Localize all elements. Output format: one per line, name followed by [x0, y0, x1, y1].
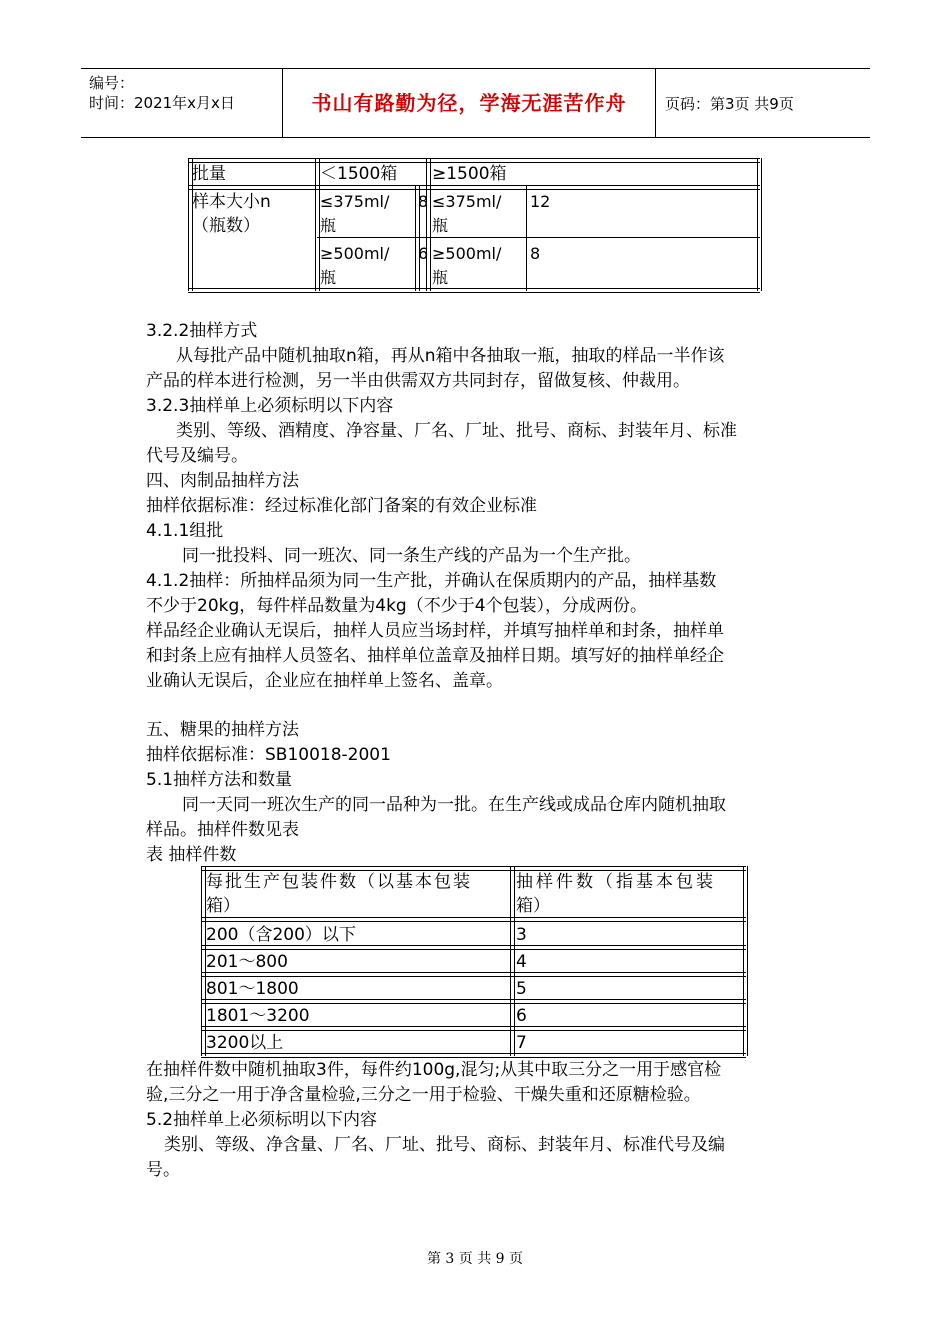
table-head-batch: 每批生产包装件数（以基本包装: [206, 872, 472, 892]
paragraph-line: 验,三分之一用于净含量检验,三分之一用于检验、干燥失重和还原糖检验。: [146, 1085, 701, 1105]
paragraph-line: 不少于20kg，每件样品数量为4kg（不少于4个包装），分成两份。: [146, 596, 648, 616]
paragraph-line: 产品的样本进行检测，另一半由供需双方共同封存，留做复核、仲裁用。: [146, 371, 690, 391]
paragraph-line: 号。: [146, 1160, 180, 1180]
cell-lt1500: ＜1500箱: [320, 164, 398, 184]
paragraph-line: 和封条上应有抽样人员签名、抽样单位盖章及抽样日期。填写好的抽样单经企: [146, 646, 724, 666]
table-head-count-unit: 箱）: [516, 896, 550, 916]
table-cell-range: 200（含200）以下: [206, 925, 356, 945]
paragraph-line: 代号及编号。: [146, 446, 248, 466]
table-cell-count: 3: [516, 925, 527, 945]
cell-ge1500: ≥1500箱: [432, 164, 507, 184]
table-cell-range: 1801～3200: [206, 1006, 310, 1026]
cell-r2c4: 8: [530, 244, 541, 263]
header-meta: [89, 73, 235, 113]
cell-r2c3b: 瓶: [432, 268, 449, 287]
cell-r2c1a: ≥500ml/: [320, 244, 390, 263]
section-heading: 4.1.1组批: [146, 521, 224, 541]
table-cell-count: 6: [516, 1006, 527, 1026]
paragraph-line: 类别、等级、净含量、厂名、厂址、批号、商标、封装年月、标准代号及编: [164, 1135, 725, 1155]
section-heading: 3.2.2抽样方式: [146, 321, 258, 341]
section-heading: 四、肉制品抽样方法: [146, 471, 299, 491]
table-head-count: 抽样件数（指基本包装: [516, 872, 716, 892]
table-cell-count: 7: [516, 1033, 527, 1053]
table-cell-count: 4: [516, 952, 527, 972]
page-footer: 第 3 页 共 9 页: [426, 1251, 524, 1267]
section-heading: 五、糖果的抽样方法: [146, 720, 299, 740]
paragraph-line: 从每批产品中随机抽取n箱，再从n箱中各抽取一瓶，抽取的样品一半作该: [176, 346, 725, 366]
cell-r2c3a: ≥500ml/: [432, 244, 502, 263]
header-motto: 书山有路勤为径，学海无涯苦作舟: [311, 91, 627, 115]
paragraph-line: 在抽样件数中随机抽取3件，每件约100g,混匀;从其中取三分之一用于感官检: [146, 1060, 722, 1080]
paragraph-line: 样品。抽样件数见表: [146, 820, 299, 840]
cell-r1c4: 12: [530, 192, 551, 211]
paragraph-line: 抽样依据标准：SB10018-2001: [146, 745, 391, 765]
cell-r1c1b: 瓶: [320, 216, 337, 235]
table-head-batch-unit: 箱）: [206, 896, 240, 916]
table-caption: 表 抽样件数: [146, 845, 237, 865]
table-cell-range: 3200以上: [206, 1033, 284, 1053]
paragraph-line: 同一天同一班次生产的同一品种为一批。在生产线或成品仓库内随机抽取: [182, 795, 726, 815]
paragraph-line: 4.1.2抽样：所抽样品须为同一生产批，并确认在保质期内的产品，抽样基数: [146, 571, 717, 591]
cell-r1c1a: ≤375ml/: [320, 192, 390, 211]
section-heading: 3.2.3抽样单上必须标明以下内容: [146, 396, 394, 416]
header-page-number: 页码：第3页 共9页: [665, 95, 794, 113]
cell-r1c3b: 瓶: [432, 216, 449, 235]
cell-r1c2: 8: [418, 192, 429, 211]
section-heading: 5.2抽样单上必须标明以下内容: [146, 1110, 378, 1130]
header-code: 编号：: [89, 74, 135, 92]
header-time: 时间：2021年x月x日: [89, 94, 235, 112]
cell-batch-label: 批量: [192, 164, 226, 184]
paragraph-line: 类别、等级、酒精度、净容量、厂名、厂址、批号、商标、封装年月、标准: [176, 421, 737, 441]
section-heading: 5.1抽样方法和数量: [146, 770, 293, 790]
table-cell-range: 801～1800: [206, 979, 299, 999]
paragraph-line: 业确认无误后，企业应在抽样单上签名、盖章。: [146, 671, 503, 691]
page-header: [81, 68, 870, 138]
cell-sample-size: 样本大小n: [192, 192, 271, 212]
cell-r2c2: 6: [418, 244, 429, 263]
cell-bottle-count: （瓶数）: [192, 216, 260, 236]
table-cell-count: 5: [516, 979, 527, 999]
cell-r2c1b: 瓶: [320, 268, 337, 287]
cell-r1c3a: ≤375ml/: [432, 192, 502, 211]
paragraph-line: 抽样依据标准：经过标准化部门备案的有效企业标准: [146, 496, 537, 516]
table-cell-range: 201～800: [206, 952, 288, 972]
paragraph-line: 样品经企业确认无误后，抽样人员应当场封样，并填写抽样单和封条，抽样单: [146, 621, 724, 641]
paragraph-line: 同一批投料、同一班次、同一条生产线的产品为一个生产批。: [182, 546, 641, 566]
